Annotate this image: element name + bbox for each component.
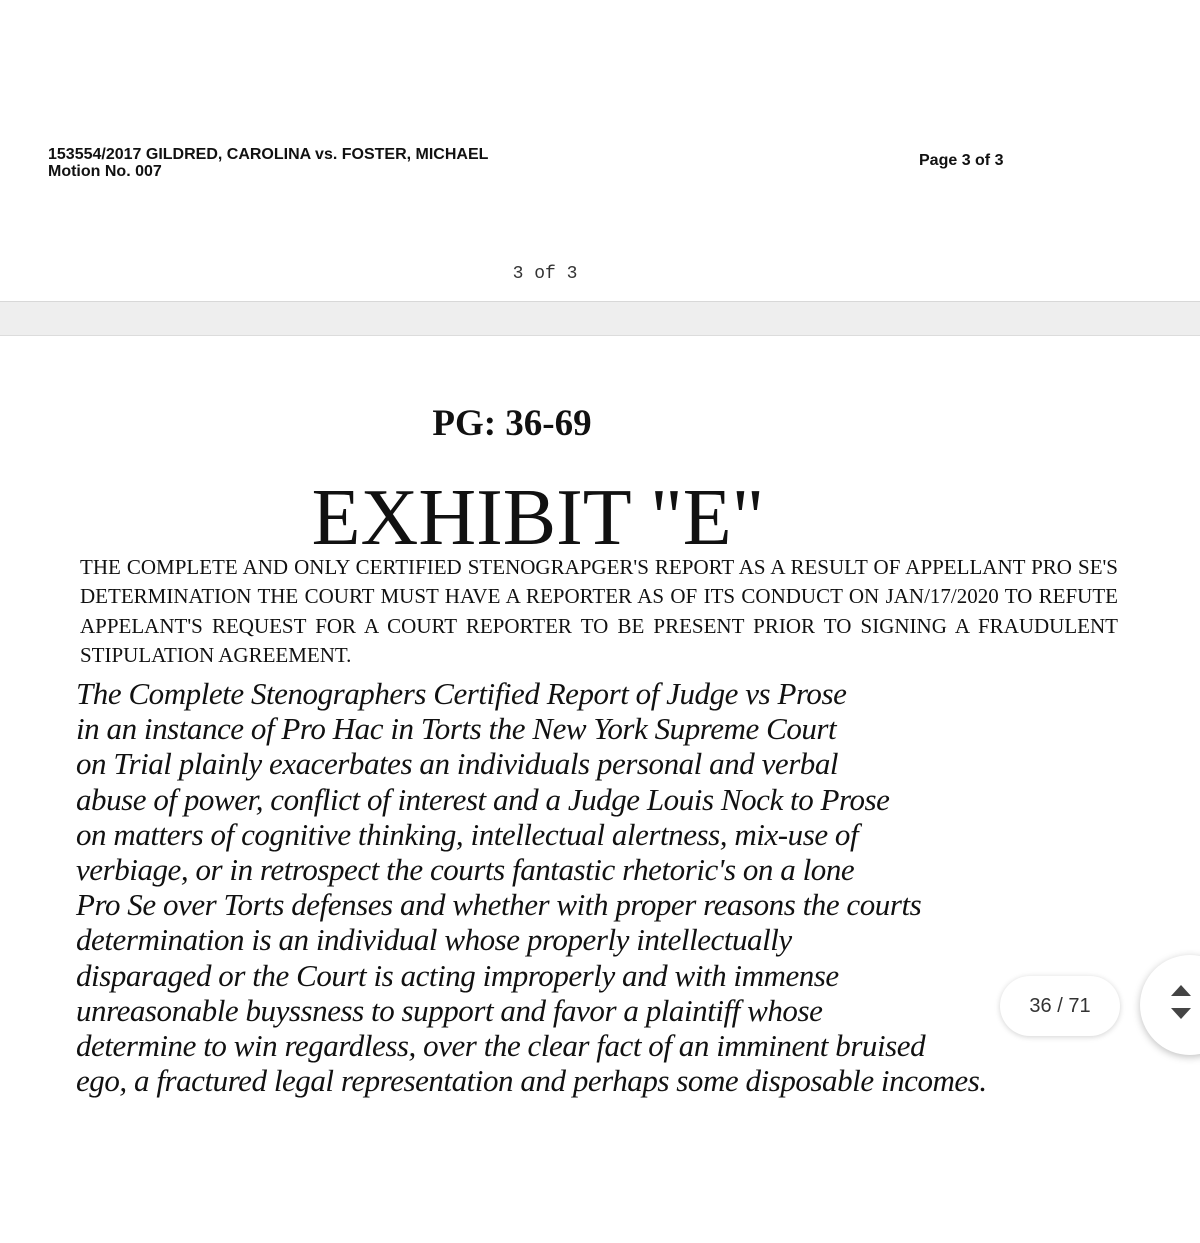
page-separator — [0, 301, 1200, 336]
statement-line: determine to win regardless, over the clear fact of an imminent bruised — [76, 1028, 926, 1064]
statement-line: determination is an individual whose properly intellectually — [76, 922, 792, 958]
statement-line: on matters of cognitive thinking, intellectual alertness, mix-use of — [76, 816, 859, 852]
statement-line: The Complete Stenographers Certified Report of Judge vs Prose — [76, 676, 847, 711]
statement-line: in an instance of Pro Hac in Torts the New York Supreme Court — [76, 711, 837, 747]
page-label: Page 3 of 3 — [919, 152, 1004, 169]
page-range-heading: PG: 36-69 — [432, 403, 592, 444]
statement-line: Pro Se over Torts defenses and whether with proper reasons the courts — [76, 887, 922, 923]
exhibit-description: THE COMPLETE AND ONLY CERTIFIED STENOGRAPGER'S REPORT AS A RESULT OF APPELLANT PRO SE'S DETERMINATION THE COURT MUST HAVE A REPORTER AS OF ITS CONDUCT ON JAN/17/2020 TO REFUTE APPELANT'S REQUEST FOR A COURT REPORTER TO BE PRESENT PRIOR TO SIGNING A FRAUDULENT STIPULATION AGREEMENT. — [80, 555, 1118, 667]
statement-line: ego, a fractured legal representation and perhaps some disposable incomes. — [76, 1063, 987, 1099]
case-caption: 153554/2017 GILDRED, CAROLINA vs. FOSTER, MICHAEL — [48, 146, 489, 163]
page-counter-badge: 36 / 71 — [1000, 976, 1120, 1036]
exhibit-title: EXHIBIT "E" — [311, 474, 765, 562]
statement-line: disparaged or the Court is acting improperly and with immense — [76, 957, 839, 993]
statement-line: verbiage, or in retrospect the courts fantastic rhetoric's on a lone — [76, 852, 855, 888]
chevron-down-icon[interactable] — [1171, 1008, 1191, 1019]
previous-page — [0, 0, 1200, 301]
page-footer: 3 of 3 — [512, 264, 578, 284]
statement-line: on Trial plainly exacerbates an individuals personal and verbal — [76, 746, 839, 782]
statement-line: unreasonable buyssness to support and favor a plaintiff whose — [76, 992, 823, 1028]
exhibit-statement — [76, 676, 1136, 1098]
statement-line: abuse of power, conflict of interest and a Judge Louis Nock to Prose — [76, 781, 890, 817]
chevron-up-icon[interactable] — [1171, 985, 1191, 996]
motion-number: Motion No. 007 — [48, 163, 162, 180]
